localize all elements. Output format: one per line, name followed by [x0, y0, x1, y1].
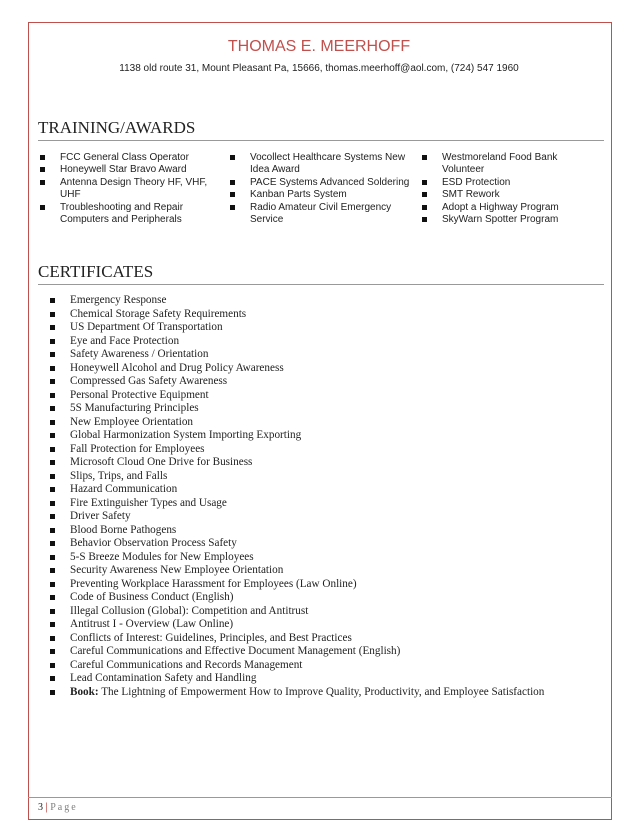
bullet-icon	[50, 406, 55, 411]
list-item: Vocollect Healthcare Systems New Idea Award	[228, 152, 416, 177]
training-column-3	[420, 152, 600, 226]
list-item: Driver Safety	[50, 510, 610, 524]
page-footer	[38, 802, 78, 813]
book-title: The Lightning of Empowerment How to Improve Quality, Productivity, and Employee Satisfaction	[98, 685, 545, 698]
list-item: Careful Communications and Effective Document Management (English)	[50, 645, 610, 659]
book-item	[50, 686, 610, 700]
bullet-icon	[50, 568, 55, 573]
list-item: Westmoreland Food Bank Volunteer	[420, 152, 600, 177]
bullet-icon	[422, 192, 427, 197]
bullet-icon	[50, 528, 55, 533]
bullet-icon	[50, 393, 55, 398]
list-item: Honeywell Alcohol and Drug Policy Awareness	[50, 362, 610, 376]
bullet-icon	[50, 312, 55, 317]
bullet-icon	[422, 217, 427, 222]
list-item: Honeywell Star Bravo Award	[38, 164, 220, 176]
list-item: Safety Awareness / Orientation	[50, 348, 610, 362]
bullet-icon	[50, 379, 55, 384]
list-item: US Department Of Transportation	[50, 321, 610, 335]
bullet-icon	[50, 595, 55, 600]
training-column-2	[228, 152, 416, 226]
bullet-icon	[230, 192, 235, 197]
list-item: Antenna Design Theory HF, VHF, UHF	[38, 177, 220, 202]
list-item: ESD Protection	[420, 177, 600, 189]
list-item: Fall Protection for Employees	[50, 443, 610, 457]
list-item: Personal Protective Equipment	[50, 389, 610, 403]
page-label: Page	[50, 802, 78, 813]
list-item: Careful Communications and Records Management	[50, 659, 610, 673]
list-item: Behavior Observation Process Safety	[50, 537, 610, 551]
certificates-list	[50, 294, 610, 699]
bullet-icon	[422, 205, 427, 210]
bullet-icon	[40, 205, 45, 210]
list-item: Radio Amateur Civil Emergency Service	[228, 202, 416, 227]
list-item: SMT Rework	[420, 189, 600, 201]
list-item: Compressed Gas Safety Awareness	[50, 375, 610, 389]
list-item: Lead Contamination Safety and Handling	[50, 672, 610, 686]
bullet-icon	[230, 180, 235, 185]
bullet-icon	[50, 298, 55, 303]
bullet-icon	[50, 649, 55, 654]
list-item: New Employee Orientation	[50, 416, 610, 430]
list-item: Emergency Response	[50, 294, 610, 308]
list-item: Slips, Trips, and Falls	[50, 470, 610, 484]
list-item: Troubleshooting and Repair Computers and Peripherals	[38, 202, 220, 227]
list-item: SkyWarn Spotter Program	[420, 214, 600, 226]
list-item: PACE Systems Advanced Soldering	[228, 177, 416, 189]
bullet-icon	[50, 366, 55, 371]
list-item: Kanban Parts System	[228, 189, 416, 201]
page-number: 3	[38, 802, 43, 813]
footer-separator: |	[45, 802, 48, 813]
bullet-icon	[50, 352, 55, 357]
list-item: Adopt a Highway Program	[420, 202, 600, 214]
bullet-icon	[50, 582, 55, 587]
list-item: Blood Borne Pathogens	[50, 524, 610, 538]
list-item: Security Awareness New Employee Orientation	[50, 564, 610, 578]
bullet-icon	[50, 487, 55, 492]
list-item: FCC General Class Operator	[38, 152, 220, 164]
list-item: Microsoft Cloud One Drive for Business	[50, 456, 610, 470]
list-item: 5S Manufacturing Principles	[50, 402, 610, 416]
bullet-icon	[50, 325, 55, 330]
section-divider	[38, 284, 604, 285]
list-item: Illegal Collusion (Global): Competition and Antitrust	[50, 605, 610, 619]
list-item: Chemical Storage Safety Requirements	[50, 308, 610, 322]
bullet-icon	[50, 690, 55, 695]
bullet-icon	[50, 541, 55, 546]
section-divider	[38, 140, 604, 141]
resume-name: THOMAS E. MEERHOFF	[227, 38, 411, 55]
training-awards-heading: TRAINING/AWARDS	[38, 118, 196, 137]
bullet-icon	[50, 676, 55, 681]
bullet-icon	[50, 433, 55, 438]
bullet-icon	[422, 180, 427, 185]
list-item: Conflicts of Interest: Guidelines, Principles, and Best Practices	[50, 632, 610, 646]
bullet-icon	[40, 180, 45, 185]
bullet-icon	[50, 339, 55, 344]
bullet-icon	[40, 167, 45, 172]
book-label: Book:	[70, 685, 99, 698]
bullet-icon	[50, 636, 55, 641]
bullet-icon	[50, 501, 55, 506]
footer-divider	[28, 797, 612, 798]
bullet-icon	[50, 514, 55, 519]
training-column-1	[38, 152, 220, 226]
list-item: Preventing Workplace Harassment for Employees (Law Online)	[50, 578, 610, 592]
bullet-icon	[50, 555, 55, 560]
bullet-icon	[230, 205, 235, 210]
bullet-icon	[230, 155, 235, 160]
list-item: Eye and Face Protection	[50, 335, 610, 349]
list-item: Global Harmonization System Importing Exporting	[50, 429, 610, 443]
bullet-icon	[50, 460, 55, 465]
bullet-icon	[50, 474, 55, 479]
bullet-icon	[40, 155, 45, 160]
bullet-icon	[50, 663, 55, 668]
list-item: Fire Extinguisher Types and Usage	[50, 497, 610, 511]
certificates-heading: CERTIFICATES	[38, 262, 154, 281]
bullet-icon	[50, 609, 55, 614]
list-item: Antitrust I - Overview (Law Online)	[50, 618, 610, 632]
bullet-icon	[50, 622, 55, 627]
contact-line: 1138 old route 31, Mount Pleasant Pa, 15666, thomas.meerhoff@aol.com, (724) 547 1960	[119, 63, 519, 74]
bullet-icon	[50, 447, 55, 452]
bullet-icon	[50, 420, 55, 425]
bullet-icon	[422, 155, 427, 160]
list-item: Hazard Communication	[50, 483, 610, 497]
list-item: 5-S Breeze Modules for New Employees	[50, 551, 610, 565]
list-item: Code of Business Conduct (English)	[50, 591, 610, 605]
